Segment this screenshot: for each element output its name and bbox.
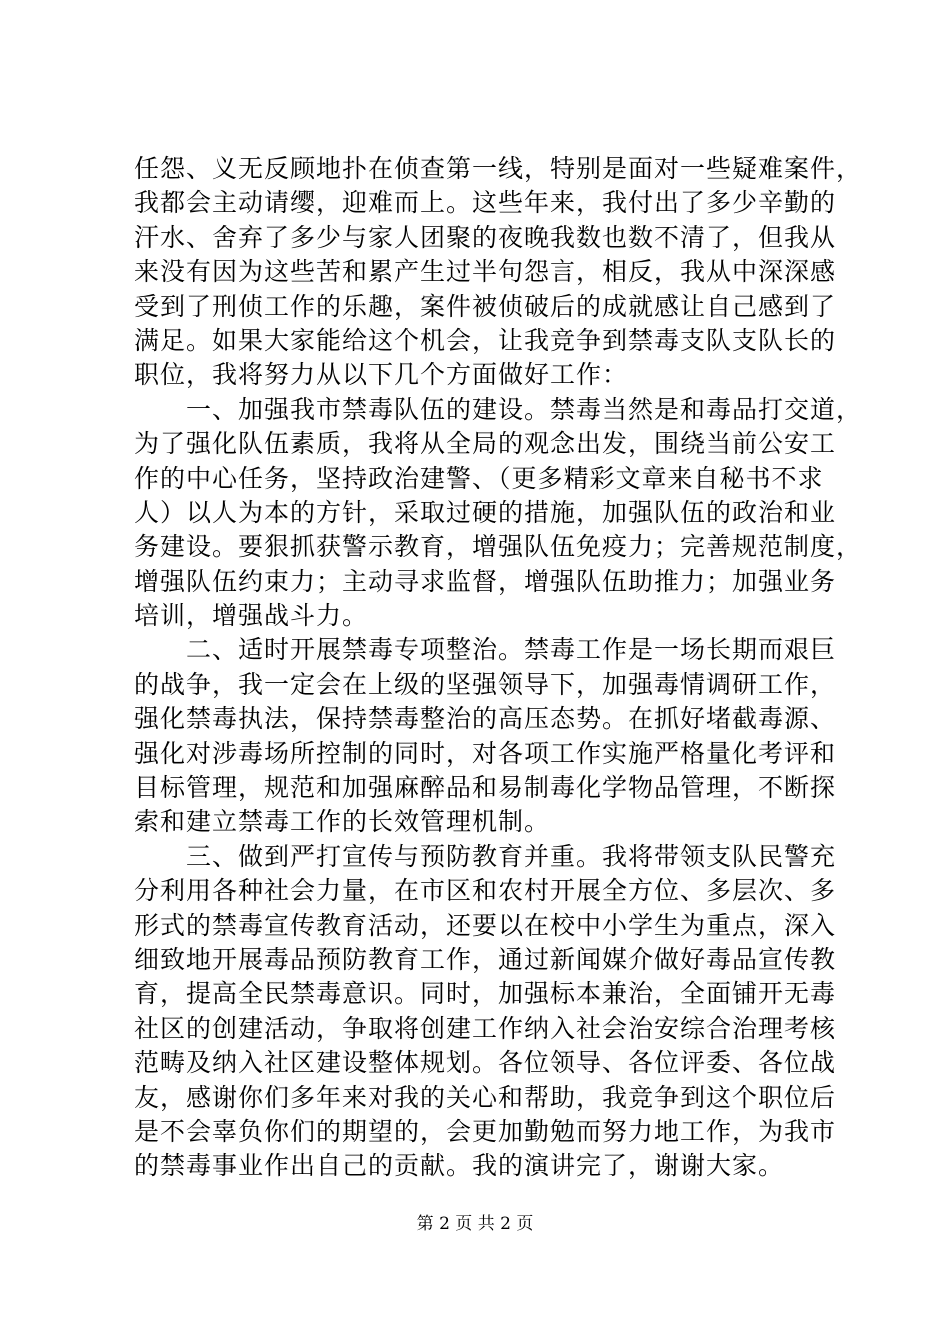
text-line: 分利用各种社会力量，在市区和农村开展全方位、多层次、多 (134, 876, 837, 906)
text-line: 的禁毒事业作出自己的贡献。我的演讲完了，谢谢大家。 (134, 1151, 785, 1181)
text-line: 形式的禁毒宣传教育活动，还要以在校中小学生为重点，深入 (134, 910, 837, 940)
text-line: 一、加强我市禁毒队伍的建设。禁毒当然是和毒品打交道， (134, 394, 863, 424)
text-line: 我都会主动请缨，迎难而上。这些年来，我付出了多少辛勤的 (134, 188, 837, 218)
text-line: 受到了刑侦工作的乐趣，案件被侦破后的成就感让自己感到了 (134, 291, 837, 321)
text-line: 培训，增强战斗力。 (134, 601, 369, 631)
text-line: 汗水、舍弃了多少与家人团聚的夜晚我数也数不清了，但我从 (134, 222, 837, 252)
text-line: 友，感谢你们多年来对我的关心和帮助，我竞争到这个职位后 (134, 1082, 837, 1112)
text-line: 作的中心任务，坚持政治建警、（更多精彩文章来自秘书不求 (134, 463, 824, 493)
text-line: 索和建立禁毒工作的长效管理机制。 (134, 807, 551, 837)
text-line: 满足。如果大家能给这个机会，让我竞争到禁毒支队支队长的 (134, 325, 837, 355)
text-line: 务建设。要狠抓获警示教育，增强队伍免疫力；完善规范制度， (134, 532, 863, 562)
text-line: 来没有因为这些苦和累产生过半句怨言，相反，我从中深深感 (134, 257, 837, 287)
text-line: 的战争，我一定会在上级的坚强领导下，加强毒情调研工作， (134, 669, 837, 699)
text-line: 任怨、义无反顾地扑在侦查第一线，特别是面对一些疑难案件， (134, 154, 863, 183)
text-line: 为了强化队伍素质，我将从全局的观念出发，围绕当前公安工 (134, 429, 837, 459)
text-line: 细致地开展毒品预防教育工作，通过新闻媒介做好毒品宣传教 (134, 944, 837, 974)
text-line: 增强队伍约束力；主动寻求监督，增强队伍助推力；加强业务 (134, 566, 837, 596)
text-line: 三、做到严打宣传与预防教育并重。我将带领支队民警充 (134, 841, 837, 871)
text-line: 范畴及纳入社区建设整体规划。各位领导、各位评委、各位战 (134, 1048, 837, 1078)
text-line: 目标管理，规范和加强麻醉品和易制毒化学物品管理，不断探 (134, 773, 837, 803)
text-line: 社区的创建活动，争取将创建工作纳入社会治安综合治理考核 (134, 1013, 837, 1043)
text-line: 强化禁毒执法，保持禁毒整治的高压态势。在抓好堵截毒源、 (134, 704, 837, 734)
text-line: 人）以人为本的方针，采取过硬的措施，加强队伍的政治和业 (134, 497, 837, 527)
text-line: 职位，我将努力从以下几个方面做好工作： (134, 360, 629, 390)
text-line: 是不会辜负你们的期望的，会更加勤勉而努力地工作，为我市 (134, 1116, 837, 1146)
document-body (134, 152, 863, 1184)
text-line: 强化对涉毒场所控制的同时，对各项工作实施严格量化考评和 (134, 738, 837, 768)
text-line: 育，提高全民禁毒意识。同时，加强标本兼治，全面铺开无毒 (134, 979, 837, 1009)
text-line: 二、适时开展禁毒专项整治。禁毒工作是一场长期而艰巨 (134, 635, 837, 665)
page-footer: 第 2 页 共 2 页 (416, 1214, 534, 1234)
